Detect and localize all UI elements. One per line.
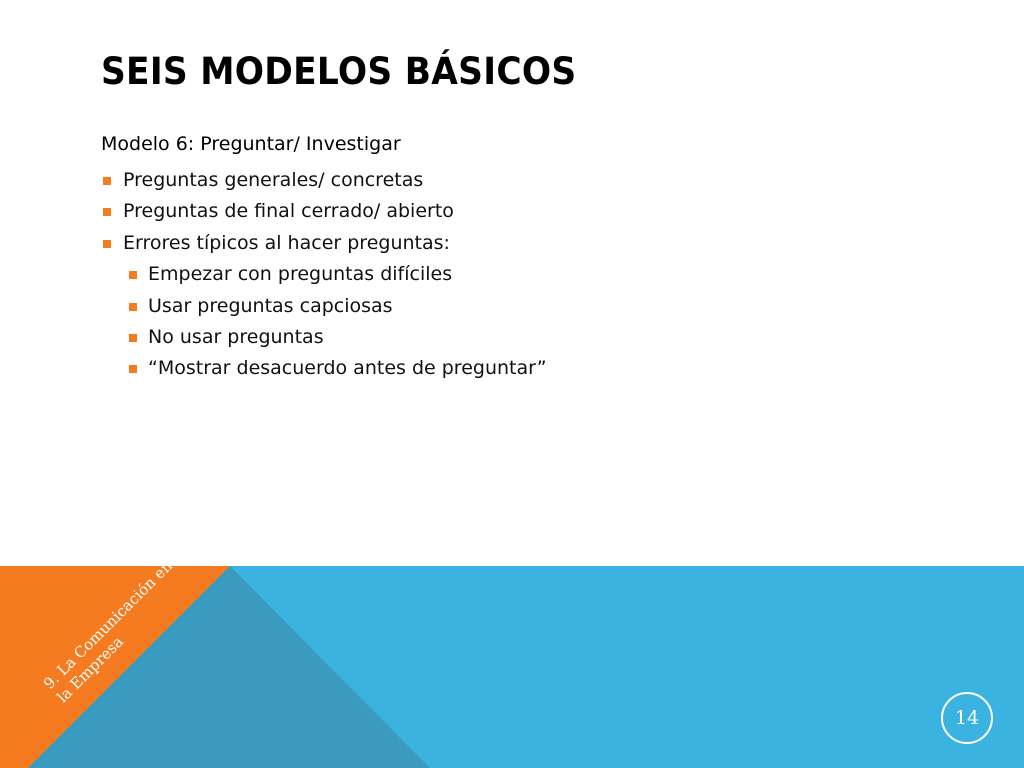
square-bullet-icon [103,177,111,185]
page-number: 14 [954,707,980,729]
sub-list-item [101,322,901,353]
sub-list-item [101,259,901,290]
content-heading: Modelo 6: Preguntar/ Investigar [101,133,401,155]
square-bullet-icon [103,240,111,248]
footer-text: 9. La Comunicación en la Empresa [40,556,176,707]
slide-title: SEIS MODELOS BÁSICOS [101,50,577,93]
bullet-list [101,165,901,385]
list-item-text: “Mostrar desacuerdo antes de preguntar” [148,357,547,380]
list-item [101,196,901,227]
sub-list-item [101,353,901,384]
square-bullet-icon [129,303,137,311]
square-bullet-icon [129,334,137,342]
square-bullet-icon [129,271,137,279]
list-item-text: No usar preguntas [148,325,324,348]
square-bullet-icon [129,365,137,373]
list-item-text: Errores típicos al hacer preguntas: [123,231,450,254]
list-item [101,228,901,259]
list-item-text: Usar preguntas capciosas [148,294,393,317]
list-item [101,165,901,196]
list-item-text: Preguntas de final cerrado/ abierto [123,200,454,223]
square-bullet-icon [103,208,111,216]
content-area [101,129,901,385]
list-item-text: Empezar con preguntas difíciles [148,263,453,286]
list-item-text: Preguntas generales/ concretas [123,169,424,191]
page-number-badge [941,692,993,744]
sub-list-item [101,291,901,322]
